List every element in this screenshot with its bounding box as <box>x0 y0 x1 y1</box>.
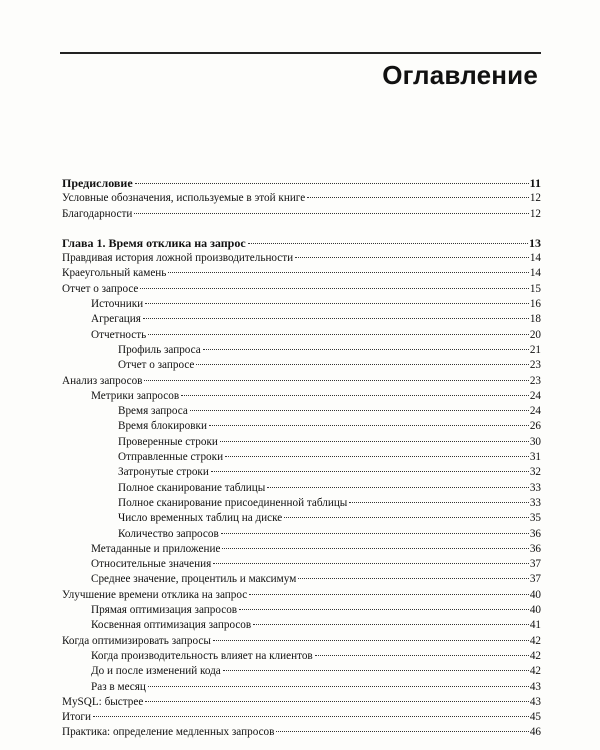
toc-entry-title: Практика: определение медленных запросов <box>62 726 275 739</box>
toc-entry-title: Косвенная оптимизация запросов <box>91 619 252 632</box>
toc-entry-title: Профиль запроса <box>118 343 201 356</box>
toc-entry-page-number: 30 <box>529 435 541 448</box>
toc-entry-page-number: 35 <box>529 512 541 525</box>
dot-leader <box>307 196 529 198</box>
toc-entry-title: Затронутые строки <box>118 466 209 479</box>
toc-entry[interactable] <box>62 465 541 480</box>
toc-entry[interactable] <box>62 664 541 679</box>
toc-entry-page-number: 41 <box>529 619 541 632</box>
toc-entry-page-number: 21 <box>529 343 541 356</box>
toc-entry-page-number: 31 <box>529 451 541 464</box>
dot-leader <box>349 501 528 503</box>
toc-entry-title: Количество запросов <box>118 527 219 540</box>
toc-entry-title: Итоги <box>62 711 91 724</box>
toc-entry-page-number: 40 <box>529 588 541 601</box>
dot-leader <box>295 256 529 258</box>
toc-entry-title: Отчетность <box>91 328 147 341</box>
toc-entry-title: Когда производительность влияет на клиентов <box>91 649 313 662</box>
toc-entry-page-number: 20 <box>529 328 541 341</box>
toc-entry-page-number: 46 <box>529 726 541 739</box>
toc-entry-page-number: 36 <box>529 527 541 540</box>
dot-leader <box>93 715 529 717</box>
table-of-contents <box>62 176 541 741</box>
toc-entry[interactable] <box>62 343 541 358</box>
toc-entry-title: Число временных таблиц на диске <box>118 512 283 525</box>
toc-entry-page-number: 32 <box>529 466 541 479</box>
toc-entry-page-number: 24 <box>529 389 541 402</box>
toc-entry[interactable] <box>62 312 541 327</box>
toc-entry-title: Полное сканирование таблицы <box>118 481 266 494</box>
dot-leader <box>315 654 529 656</box>
toc-entry[interactable] <box>62 588 541 603</box>
dot-leader <box>298 577 529 579</box>
dot-leader <box>190 409 529 411</box>
dot-leader <box>249 593 529 595</box>
toc-entry-title: Источники <box>91 298 144 311</box>
toc-entry-page-number: 43 <box>529 695 541 708</box>
toc-entry-title: Правдивая история ложной производительности <box>62 252 294 265</box>
toc-entry[interactable] <box>62 266 541 281</box>
toc-entry-page-number: 45 <box>529 711 541 724</box>
toc-entry[interactable] <box>62 695 541 710</box>
toc-entry-title: Когда оптимизировать запросы <box>62 634 211 647</box>
dot-leader <box>211 470 529 472</box>
dot-leader <box>248 242 528 244</box>
toc-entry[interactable] <box>62 527 541 542</box>
dot-leader <box>145 302 529 304</box>
toc-entry-title: Условные обозначения, используемые в этой книге <box>62 192 306 205</box>
toc-entry-title: Метаданные и приложение <box>91 542 221 555</box>
toc-entry[interactable] <box>62 542 541 557</box>
toc-entry-page-number: 23 <box>529 374 541 387</box>
toc-entry[interactable] <box>62 649 541 664</box>
toc-entry[interactable] <box>62 680 541 695</box>
toc-entry-page-number: 37 <box>529 573 541 586</box>
dot-leader <box>145 700 529 702</box>
dot-leader <box>284 516 529 518</box>
toc-entry-title: Раз в месяц <box>91 680 146 693</box>
toc-entry-page-number: 37 <box>529 558 541 571</box>
toc-entry[interactable] <box>62 710 541 725</box>
toc-entry-page-number: 36 <box>529 542 541 555</box>
toc-entry-title: Благодарности <box>62 207 133 220</box>
toc-entry-page-number: 12 <box>529 207 541 220</box>
dot-leader <box>209 424 529 426</box>
dot-leader <box>148 685 529 687</box>
dot-leader <box>144 379 528 381</box>
toc-entry[interactable] <box>62 236 541 251</box>
dot-leader <box>140 287 528 289</box>
toc-entry-title: Проверенные строки <box>118 435 218 448</box>
toc-entry[interactable] <box>62 374 541 389</box>
toc-entry[interactable] <box>62 481 541 496</box>
toc-entry[interactable] <box>62 191 541 206</box>
toc-entry[interactable] <box>62 435 541 450</box>
toc-entry[interactable] <box>62 176 541 191</box>
dot-leader <box>239 608 529 610</box>
toc-entry-title: Отправленные строки <box>118 451 224 464</box>
dot-leader <box>181 394 529 396</box>
toc-entry[interactable] <box>62 358 541 373</box>
toc-entry[interactable] <box>62 450 541 465</box>
toc-entry-page-number: 18 <box>529 313 541 326</box>
dot-leader <box>221 532 529 534</box>
dot-leader <box>148 333 529 335</box>
toc-entry-page-number: 33 <box>529 496 541 509</box>
header-rule <box>60 52 541 54</box>
toc-entry-title: Время блокировки <box>118 420 207 433</box>
toc-entry-title: Прямая оптимизация запросов <box>91 604 238 617</box>
dot-leader <box>225 455 529 457</box>
dot-leader <box>213 639 529 641</box>
toc-entry[interactable] <box>62 634 541 649</box>
toc-entry-title: Глава 1. Время отклика на запрос <box>62 235 246 250</box>
toc-entry-title: Краеугольный камень <box>62 267 167 280</box>
toc-entry[interactable] <box>62 603 541 618</box>
toc-entry[interactable] <box>62 618 541 633</box>
dot-leader <box>135 182 529 184</box>
toc-entry[interactable] <box>62 389 541 404</box>
dot-leader <box>222 547 528 549</box>
toc-entry-title: Отчет о запросе <box>118 359 195 372</box>
toc-entry-page-number: 26 <box>529 420 541 433</box>
dot-leader <box>213 562 529 564</box>
toc-entry-page-number: 33 <box>529 481 541 494</box>
toc-entry-title: Среднее значение, процентиль и максимум <box>91 573 297 586</box>
toc-entry-title: Анализ запросов <box>62 374 143 387</box>
toc-entry[interactable] <box>62 297 541 312</box>
dot-leader <box>143 317 529 319</box>
toc-entry[interactable] <box>62 419 541 434</box>
toc-entry-page-number: 42 <box>529 665 541 678</box>
toc-entry[interactable] <box>62 725 541 740</box>
toc-entry-title: Агрегация <box>91 313 141 326</box>
toc-entry-page-number: 12 <box>529 192 541 205</box>
toc-entry[interactable] <box>62 251 541 266</box>
toc-entry-title: Полное сканирование присоединенной таблицы <box>118 496 348 509</box>
toc-entry-page-number: 42 <box>529 634 541 647</box>
dot-leader <box>267 486 529 488</box>
toc-entry-page-number: 15 <box>529 282 541 295</box>
dot-leader <box>203 348 529 350</box>
toc-entry-title: Отчет о запросе <box>62 282 139 295</box>
toc-entry-page-number: 14 <box>529 252 541 265</box>
toc-entry-title: Метрики запросов <box>91 389 180 402</box>
toc-entry-title: MySQL: быстрее <box>62 695 144 708</box>
toc-entry-page-number: 42 <box>529 649 541 662</box>
toc-entry-title: До и после изменений кода <box>91 665 221 678</box>
dot-leader <box>196 363 528 365</box>
toc-entry-title: Улучшение времени отклика на запрос <box>62 588 248 601</box>
toc-entry[interactable] <box>62 511 541 526</box>
toc-entry-page-number: 23 <box>529 359 541 372</box>
toc-entry-title: Время запроса <box>118 405 188 418</box>
toc-entry-page-number: 16 <box>529 298 541 311</box>
toc-entry-page-number: 11 <box>529 176 541 190</box>
page-title: Оглавление <box>382 60 538 90</box>
toc-entry-title: Предисловие <box>62 176 133 190</box>
toc-entry[interactable] <box>62 282 541 297</box>
toc-entry[interactable] <box>62 572 541 587</box>
dot-leader <box>223 669 529 671</box>
toc-entry[interactable] <box>62 404 541 419</box>
toc-entry[interactable] <box>62 207 541 222</box>
dot-leader <box>168 271 528 273</box>
toc-entry-page-number: 14 <box>529 267 541 280</box>
toc-entry-page-number: 43 <box>529 680 541 693</box>
dot-leader <box>253 623 529 625</box>
toc-entry[interactable] <box>62 496 541 511</box>
toc-entry-page-number: 24 <box>529 405 541 418</box>
toc-entry-title: Относительные значения <box>91 558 212 571</box>
dot-leader <box>134 212 528 214</box>
toc-entry-page-number: 13 <box>529 235 541 250</box>
dot-leader <box>220 440 529 442</box>
toc-entry[interactable] <box>62 328 541 343</box>
dot-leader <box>276 730 528 732</box>
toc-entry[interactable] <box>62 557 541 572</box>
toc-entry-page-number: 40 <box>529 604 541 617</box>
